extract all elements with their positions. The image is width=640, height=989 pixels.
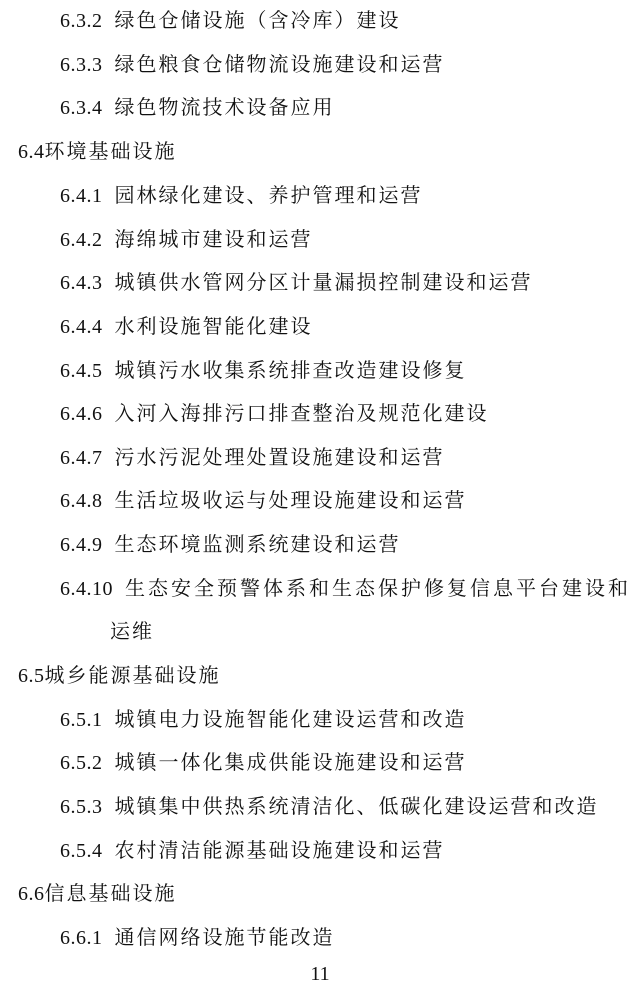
item-number: 6.3.2 <box>60 10 103 32</box>
section-number: 6.4 <box>18 141 45 163</box>
item-number: 6.4.5 <box>60 360 103 382</box>
list-item-6-4-5 <box>60 356 467 385</box>
item-text: 绿色仓储设施（含冷库）建设 <box>114 8 401 32</box>
list-item-continuation <box>110 617 154 645</box>
item-number: 6.5.2 <box>60 752 103 774</box>
list-item-6-3-2 <box>60 6 401 35</box>
page-number: 11 <box>310 963 330 985</box>
section-number: 6.6 <box>18 883 45 905</box>
item-number: 6.6.1 <box>60 927 103 949</box>
item-text: 生态安全预警体系和生态保护修复信息平台建设和 <box>125 576 631 600</box>
item-text: 水利设施智能化建设 <box>114 314 313 338</box>
section-title: 信息基础设施 <box>44 881 177 905</box>
list-item-6-4-10 <box>60 574 631 603</box>
list-item-6-4-1 <box>60 181 423 210</box>
item-text: 城镇一体化集成供能设施建设和运营 <box>114 750 467 774</box>
item-number: 6.5.1 <box>60 709 103 731</box>
item-number: 6.4.7 <box>60 447 103 469</box>
item-text: 城镇污水收集系统排查改造建设修复 <box>114 358 467 382</box>
list-item-6-5-3 <box>60 792 599 821</box>
item-number: 6.4.4 <box>60 316 103 338</box>
item-number: 6.4.10 <box>60 578 113 600</box>
list-item-6-4-7 <box>60 443 445 472</box>
item-text: 城镇电力设施智能化建设运营和改造 <box>114 707 467 731</box>
list-item-6-4-9 <box>60 530 401 559</box>
item-text: 海绵城市建设和运营 <box>114 227 313 251</box>
section-number: 6.5 <box>18 665 45 687</box>
list-item-6-4-6 <box>60 399 489 428</box>
item-text: 城镇集中供热系统清洁化、低碳化建设运营和改造 <box>114 794 599 818</box>
list-item-6-4-3 <box>60 268 533 297</box>
section-title: 环境基础设施 <box>44 139 177 163</box>
item-text: 通信网络设施节能改造 <box>114 925 335 949</box>
list-item-6-6-1 <box>60 923 335 952</box>
item-number: 6.4.9 <box>60 534 103 556</box>
item-text: 城镇供水管网分区计量漏损控制建设和运营 <box>114 270 533 294</box>
item-number: 6.4.2 <box>60 229 103 251</box>
item-number: 6.4.3 <box>60 272 103 294</box>
item-number: 6.4.6 <box>60 403 103 425</box>
list-item-6-5-4 <box>60 836 445 865</box>
list-item-6-3-4 <box>60 93 335 122</box>
list-item-6-5-2 <box>60 748 467 777</box>
item-number: 6.4.8 <box>60 490 103 512</box>
item-text: 运维 <box>110 619 154 643</box>
item-number: 6.4.1 <box>60 185 103 207</box>
item-text: 绿色物流技术设备应用 <box>114 95 335 119</box>
item-text: 农村清洁能源基础设施建设和运营 <box>114 838 445 862</box>
item-number: 6.3.4 <box>60 97 103 119</box>
item-number: 6.5.3 <box>60 796 103 818</box>
list-item-6-4-2 <box>60 225 313 254</box>
item-text: 园林绿化建设、养护管理和运营 <box>114 183 423 207</box>
item-text: 污水污泥处理处置设施建设和运营 <box>114 445 445 469</box>
item-number: 6.3.3 <box>60 54 103 76</box>
list-item-6-5-1 <box>60 705 467 734</box>
item-text: 生态环境监测系统建设和运营 <box>114 532 401 556</box>
section-heading-6-4 <box>18 137 177 166</box>
section-title: 城乡能源基础设施 <box>44 663 221 687</box>
item-text: 生活垃圾收运与处理设施建设和运营 <box>114 488 467 512</box>
list-item-6-4-8 <box>60 486 467 515</box>
item-number: 6.5.4 <box>60 840 103 862</box>
section-heading-6-6 <box>18 879 177 908</box>
list-item-6-4-4 <box>60 312 313 341</box>
list-item-6-3-3 <box>60 50 445 79</box>
item-text: 绿色粮食仓储物流设施建设和运营 <box>114 52 445 76</box>
section-heading-6-5 <box>18 661 221 690</box>
item-text: 入河入海排污口排查整治及规范化建设 <box>114 401 489 425</box>
